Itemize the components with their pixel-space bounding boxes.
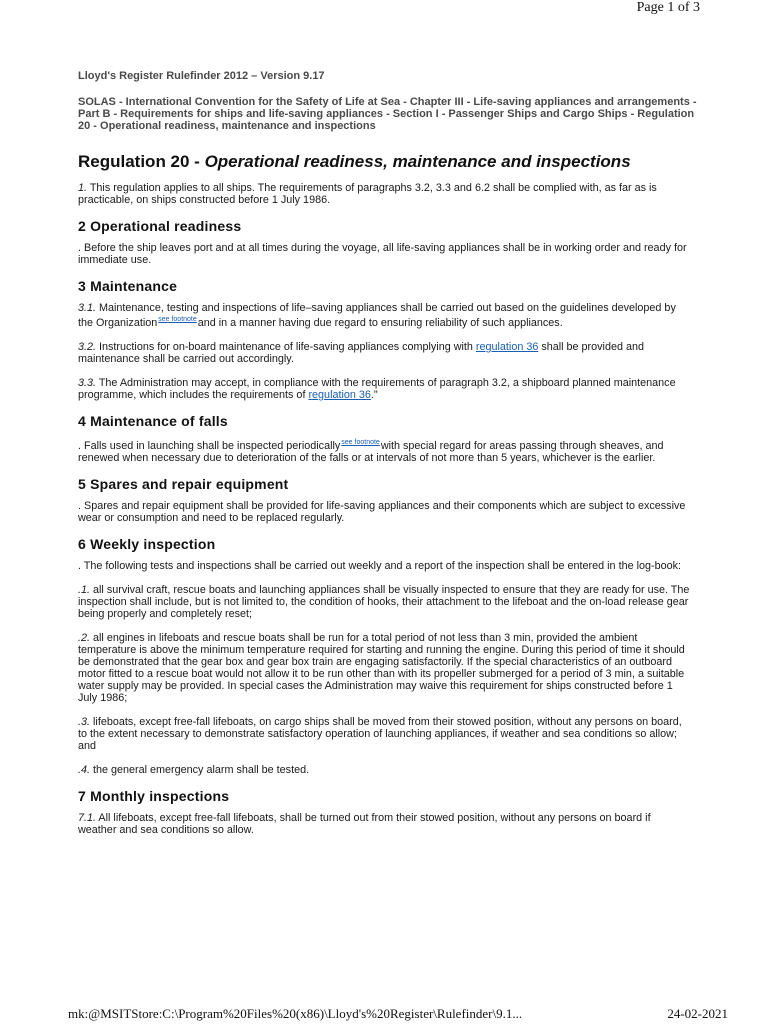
paragraph-number: .2. <box>78 632 91 644</box>
paragraph-text: shall be provided and maintenance shall be carried out accordingly. <box>78 341 644 365</box>
footer-url: mk:@MSITStore:C:\Program%20Files%20(x86)\Lloyd's%20Register\Rulefinder\9.1... <box>68 1006 523 1021</box>
paragraph-3-1 <box>78 302 690 329</box>
paragraph-3-2 <box>78 341 690 365</box>
paragraph-2: . Before the ship leaves port and at all times during the voyage, all life-saving appliances shall be in working order and ready for immediate use. <box>78 242 687 266</box>
section-heading-3: 3 Maintenance <box>78 278 178 294</box>
title-main: Operational readiness, maintenance and inspections <box>204 152 631 171</box>
paragraph-6-3 <box>78 716 690 752</box>
paragraph-6-4 <box>78 764 690 776</box>
paragraph-6-1 <box>78 584 690 620</box>
paragraph-7-1 <box>78 812 690 836</box>
paragraph-number: 3.2. <box>78 341 97 353</box>
footnote-link[interactable]: see footnote <box>158 316 197 323</box>
paragraph-text: all survival craft, rescue boats and launching appliances shall be visually inspected to ensure that they are ready for use. The inspection shall include, but is not limited to, the condition of hooks, their attachment to the lifeboat and the on-load release gear being properly and completely reset; <box>78 584 690 620</box>
paragraph-text: Instructions for on-board maintenance of life-saving appliances complying with <box>96 341 476 353</box>
section-heading-2: 2 Operational readiness <box>78 218 242 234</box>
paragraph-4 <box>78 437 690 464</box>
paragraph-text: with special regard for areas passing through sheaves, and renewed when necessary due to deterioration of the falls or at intervals of not more than 5 years, whichever is the earlier. <box>78 440 664 464</box>
paragraph-number: 7.1. <box>78 812 97 824</box>
paragraph-number: .1. <box>78 584 91 596</box>
paragraph-6: . The following tests and inspections shall be carried out weekly and a report of the inspection shall be entered in the log-book: <box>78 560 681 572</box>
paragraph-text: and in a manner having due regard to ensuring reliability of such appliances. <box>197 317 563 329</box>
paragraph-5: . Spares and repair equipment shall be provided for life-saving appliances and their components which are subject to excessive wear or consumption and need to be replaced regularly. <box>78 500 686 524</box>
paragraph-text: All lifeboats, except free-fall lifeboats, shall be turned out from their stowed position, without any persons on board if weather and sea conditions so allow. <box>78 812 651 836</box>
paragraph-text: lifeboats, except free-fall lifeboats, on cargo ships shall be moved from their stowed position, without any persons on board, to the extent necessary to demonstrate satisfactory operation of launching appliances, if weather and sea conditions so allow; and <box>78 716 682 752</box>
footer-date: 24-02-2021 <box>667 1006 728 1021</box>
breadcrumb: SOLAS - International Convention for the Safety of Life at Sea - Chapter III - Life-saving appliances and arrangements - Part B - Requirements for ships and life-saving appliances - Section I - Passenger Ships and Cargo Ships - Regulation 20 - Operational readiness, maintenance and inspections <box>78 96 697 132</box>
page-number: Page 1 of 3 <box>636 0 700 15</box>
paragraph-number: .3. <box>78 716 91 728</box>
paragraph-text: This regulation applies to all ships. The requirements of paragraphs 3.2, 3.3 and 6.2 shall be complied with, as far as is practicable, on ships constructed before 1 July 1986. <box>78 182 657 206</box>
paragraph-number: 3.1. <box>78 302 97 314</box>
paragraph-3-3 <box>78 377 690 401</box>
regulation-title <box>78 152 690 172</box>
paragraph-text: . Falls used in launching shall be inspected periodically <box>78 440 341 452</box>
section-heading-4: 4 Maintenance of falls <box>78 413 228 429</box>
paragraph-1 <box>78 182 690 206</box>
paragraph-text: Maintenance, testing and inspections of life–saving appliances shall be carried out based on the guidelines developed by the Organization <box>78 302 676 329</box>
document-source: Lloyd's Register Rulefinder 2012 – Version 9.17 <box>78 70 325 82</box>
section-heading-7: 7 Monthly inspections <box>78 788 230 804</box>
paragraph-6-2 <box>78 632 690 704</box>
title-prefix: Regulation 20 - <box>78 152 205 171</box>
paragraph-number: .4. <box>78 764 91 776</box>
footnote-link[interactable]: see footnote <box>341 439 380 446</box>
paragraph-text: ." <box>370 389 378 401</box>
regulation-36-link[interactable]: regulation 36 <box>475 341 539 353</box>
section-heading-5: 5 Spares and repair equipment <box>78 476 289 492</box>
paragraph-text: all engines in lifeboats and rescue boats shall be run for a total period of not less than 3 min, provided the ambient temperature is above the minimum temperature required for starting and running the engine. During this period of time it should be demonstrated that the gear box and gear box train are engaging satisfactorily. If the special characteristics of an outboard motor fitted to a rescue boat would not allow it to be run other than with its propeller submerged for a period of 3 min, a suitable water supply may be provided. In special cases the Administration may waive this requirement for ships constructed before 1 July 1986; <box>78 632 685 704</box>
section-heading-6: 6 Weekly inspection <box>78 536 216 552</box>
paragraph-text: The Administration may accept, in compliance with the requirements of paragraph 3.2, a shipboard planned maintenance programme, which includes the requirements of <box>78 377 676 401</box>
document-body <box>78 152 690 848</box>
regulation-36-link[interactable]: regulation 36 <box>308 389 371 401</box>
paragraph-number: 1. <box>78 182 88 194</box>
paragraph-number: 3.3. <box>78 377 97 389</box>
paragraph-text: the general emergency alarm shall be tested. <box>90 764 310 776</box>
